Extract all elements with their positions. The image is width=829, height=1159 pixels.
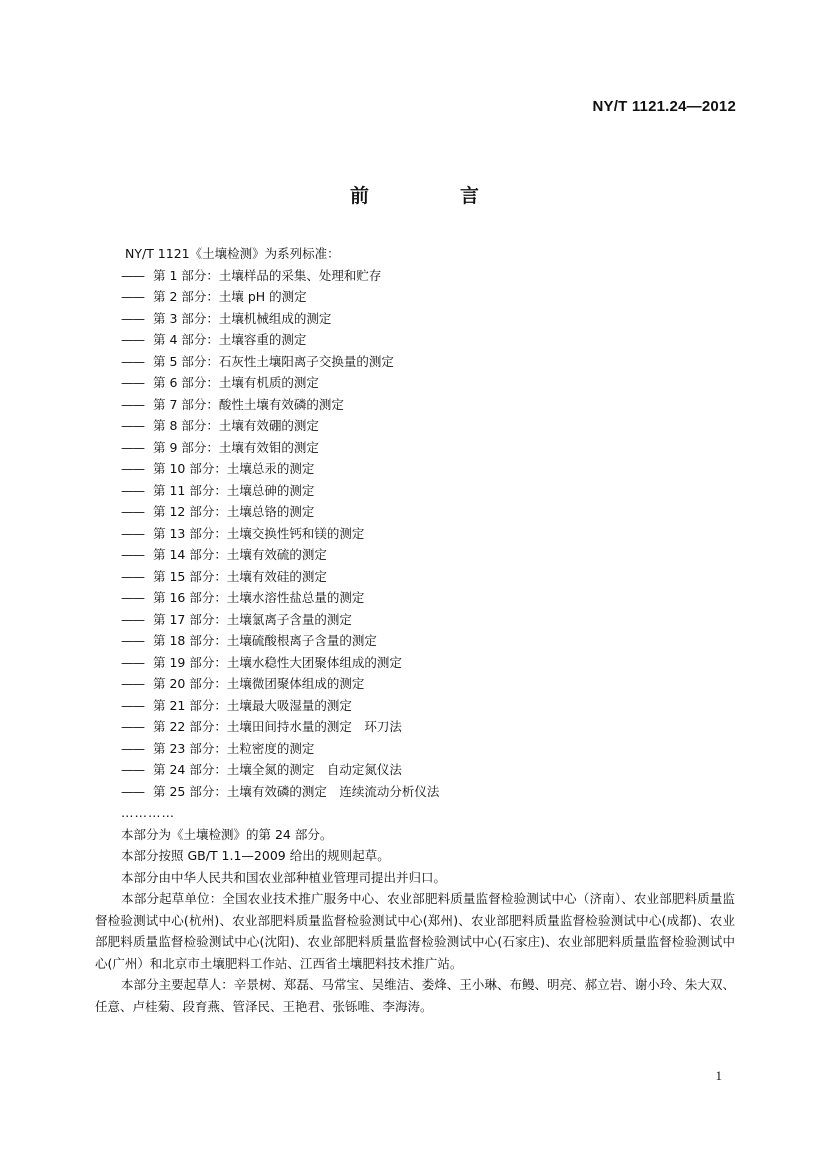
list-item-text: 第 10 部分：土壤总汞的测定 — [153, 461, 315, 476]
list-dash: —— — [121, 654, 144, 670]
list-dash: —— — [121, 332, 144, 347]
list-item-text: 第 9 部分：土壤有效钼的测定 — [153, 439, 319, 455]
list-item — [121, 544, 741, 566]
list-item-text: 第 4 部分：土壤容重的测定 — [153, 332, 307, 347]
list-dash: —— — [121, 719, 144, 734]
list-dash: —— — [121, 418, 144, 433]
paragraph-drafting-units — [95, 888, 735, 974]
list-item-text: 第 19 部分：土壤水稳性大团聚体组成的测定 — [153, 654, 402, 670]
list-item-text: 第 2 部分：土壤 pH 的测定 — [153, 289, 307, 304]
list-dash: —— — [121, 568, 144, 584]
list-dash: —— — [121, 740, 144, 756]
list-item — [121, 458, 741, 480]
standard-code: NY/T 1121.24—2012 — [592, 98, 736, 115]
list-item — [121, 630, 741, 652]
list-item — [121, 437, 741, 459]
drafting-units-text: 本部分起草单位：全国农业技术推广服务中心、农业部肥料质量监督检验测试中心（济南）、农业部肥料质量监督检验测试中心(杭州)、农业部肥料质量监督检验测试中心(郑州)、农业部肥料质量监督检验测试中心(成都)、农业部肥料质量监督检验测试中心(沈阳)、农业部肥料质量监督检验测试中心(石家庄)、农业部肥料质量监督检验测试中心(广州）和北京市土壤肥料工作站、江西省土壤肥料技术推广站。 — [95, 891, 735, 971]
list-item — [121, 415, 741, 437]
list-item — [121, 329, 741, 351]
list-item-text: 第 25 部分：土壤有效磷的测定 连续流动分析仪法 — [153, 783, 440, 799]
paragraph-drafters — [95, 974, 735, 1017]
drafters-text: 本部分主要起草人：辛景树、郑磊、马常宝、吴维洁、娄烽、王小琳、布鳗、明亮、郝立岩、谢小玲、朱大双、任意、卢桂菊、段育燕、管泽民、王艳君、张铄唯、李海涛。 — [95, 977, 735, 1014]
list-dash: —— — [121, 310, 144, 326]
list-dash: —— — [121, 697, 144, 713]
list-item — [121, 587, 741, 609]
list-dash: —— — [121, 783, 144, 799]
list-item-text: 第 23 部分：土粒密度的测定 — [153, 740, 315, 756]
paragraph-proposer: 本部分由中华人民共和国农业部种植业管理司提出并归口。 — [121, 869, 447, 885]
list-dash: —— — [121, 375, 144, 390]
list-item-text: 第 12 部分：土壤总铬的测定 — [153, 504, 315, 519]
list-item — [121, 652, 741, 674]
list-item-text: 第 5 部分：石灰性土壤阳离子交换量的测定 — [153, 353, 394, 369]
list-item-text: 第 11 部分：土壤总砷的测定 — [153, 482, 315, 498]
list-item-text: 第 3 部分：土壤机械组成的测定 — [153, 310, 332, 326]
list-item-text: 第 14 部分：土壤有效硫的测定 — [153, 547, 327, 562]
series-intro: NY/T 1121《土壤检测》为系列标准： — [125, 246, 340, 261]
list-item — [121, 609, 741, 631]
list-item — [121, 501, 741, 523]
list-dash: —— — [121, 461, 144, 476]
list-dash: —— — [121, 482, 144, 498]
list-item — [121, 265, 741, 287]
list-item-text: 第 6 部分：土壤有机质的测定 — [153, 375, 319, 390]
list-item-text: 第 1 部分：土壤样品的采集、处理和贮存 — [153, 267, 382, 283]
list-dash: —— — [121, 353, 144, 369]
list-dash: —— — [121, 267, 144, 283]
list-item-text: 第 21 部分：土壤最大吸湿量的测定 — [153, 697, 352, 713]
paragraph-part-number: 本部分为《土壤检测》的第 24 部分。 — [121, 826, 333, 842]
list-item — [121, 480, 741, 502]
list-dash: —— — [121, 762, 144, 777]
page-number: 1 — [715, 1068, 722, 1083]
list-dash: —— — [121, 633, 144, 648]
parts-list — [121, 265, 741, 803]
list-dash: —— — [121, 525, 144, 541]
list-dash: —— — [121, 676, 144, 691]
list-item — [121, 716, 741, 738]
list-dash: —— — [121, 504, 144, 519]
list-item — [121, 738, 741, 760]
list-dash: —— — [121, 289, 144, 304]
list-item — [121, 351, 741, 373]
paragraph-drafting-rules: 本部分按照 GB/T 1.1—2009 给出的规则起草。 — [121, 848, 390, 863]
list-item-text: 第 20 部分：土壤微团聚体组成的测定 — [153, 676, 365, 691]
list-item-text: 第 24 部分：土壤全氮的测定 自动定氮仪法 — [153, 762, 402, 777]
list-item-text: 第 18 部分：土壤硫酸根离子含量的测定 — [153, 633, 377, 648]
list-dash: —— — [121, 439, 144, 455]
list-item — [121, 286, 741, 308]
list-item — [121, 759, 741, 781]
list-item — [121, 673, 741, 695]
list-item — [121, 372, 741, 394]
ellipsis: ………… — [121, 805, 175, 820]
list-dash: —— — [121, 396, 144, 412]
list-item — [121, 308, 741, 330]
list-item-text: 第 17 部分：土壤氯离子含量的测定 — [153, 611, 352, 627]
list-item-text: 第 7 部分：酸性土壤有效磷的测定 — [153, 396, 344, 412]
list-item-text: 第 15 部分：土壤有效硅的测定 — [153, 568, 327, 584]
list-item — [121, 523, 741, 545]
list-item-text: 第 16 部分：土壤水溶性盐总量的测定 — [153, 590, 365, 605]
list-item — [121, 394, 741, 416]
list-item-text: 第 22 部分：土壤田间持水量的测定 环刀法 — [153, 719, 402, 734]
document-body — [95, 243, 741, 1017]
list-dash: —— — [121, 611, 144, 627]
list-item — [121, 695, 741, 717]
page-title: 前 言 — [349, 185, 515, 207]
list-item — [121, 781, 741, 803]
list-dash: —— — [121, 590, 144, 605]
list-item — [121, 566, 741, 588]
list-item-text: 第 13 部分：土壤交换性钙和镁的测定 — [153, 525, 365, 541]
list-dash: —— — [121, 547, 144, 562]
list-item-text: 第 8 部分：土壤有效硼的测定 — [153, 418, 319, 433]
